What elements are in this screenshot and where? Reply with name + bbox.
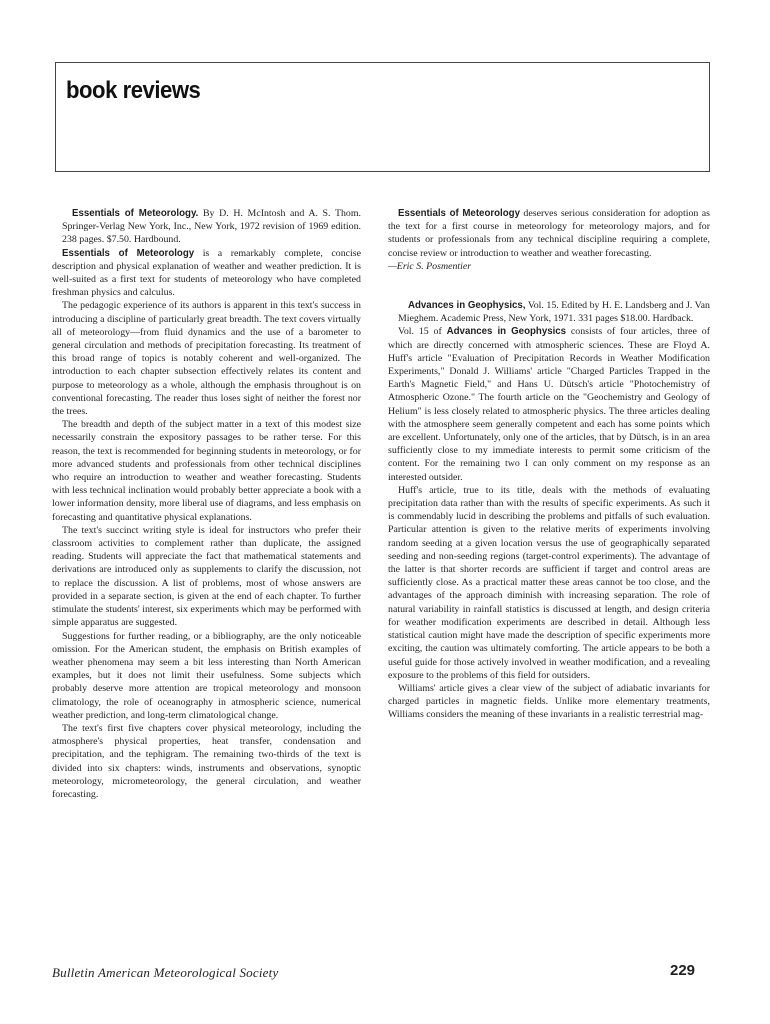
review1-p7-lead: Essentials of Meteorology xyxy=(398,208,520,219)
review1-paragraph: Essentials of Meteorology deserves serious consideration for adoption as the text for a first course in meteorology for meteorology majors, and for students or professionals from any technical discipline requiring a complete, concise review or introduction to weather and weather forecasting. xyxy=(388,208,711,259)
section-title: book reviews xyxy=(66,77,201,104)
review1-paragraph: The text's succinct writing style is ideal for instructors who prefer their classroom activities to complement rather than duplicate, the assigned reading. Students will appreciate the fact that mathematical statements and derivations are introduced only as supplements to clarify the discussion, not to replace the discussion. A list of problems, most of whose answers are provided in a separate section, is given at the end of each chapter. To further stimulate the students' interest, six experiments which may be performed with simple apparatus are suggested. xyxy=(52,524,361,629)
review1-paragraph: Essentials of Meteorology is a remarkably complete, concise description and physical explanation of weather and weather prediction. It is well-suited as a first text for students of meteorology who have completed freshman physics and calculus. xyxy=(52,247,361,299)
review1-paragraph: The text's first five chapters cover physical meteorology, including the atmosphere's physical properties, heat transfer, condensation and precipitation, and the tephigram. The remaining two-thirds of the text is divided into six chapters: winds, instruments and observations, synoptic meteorology, micrometeorology, the general circulation, and weather forecasting. xyxy=(52,722,361,800)
review1-p1-lead: Essentials of Meteorology xyxy=(62,247,195,259)
review1-paragraph: The breadth and depth of the subject matter in a text of this modest size necessarily constrain the expository passages to be rather terse. For this reason, the text is recommended for beginning students in meteorology, or for more advanced students and professionals from other technical disciplines who require an introduction to weather and weather forecasting. Students with less technical inclination would probably better appreciate a book with a lower information density, more liberal use of diagrams, and less emphasis on forecasting and quantitative physical explanations. xyxy=(52,419,361,523)
review2-paragraph: Huff's article, true to its title, deals with the methods of evaluating precipitation data rather than with the results of specific experiments. As such it is commendably lucid in describing the problems and pitfalls of such evaluation. Particular attention is given to the relative merits of experiments involving random seeding at a given location versus the use of geographically separated seeding and non-seeding regions (target-control experiments). The advantage of the latter is that shorter records are sufficient if target and control areas are sufficiently close. As a practical matter these areas cannot be too close, and the advantages of the approach diminish with increasing separation. The role of natural variability in rainfall statistics is discussed at length, and design criteria for weather modification experiments are described in detail. Although less statistical caution might have made the description of specific experiments more exciting, the caution was ultimately comforting. The article appears to be both a useful guide for those actively involved in weather modification, and a revealing exposure to the problems of this field for outsiders. xyxy=(388,484,710,681)
review2-book-title: Advances in Geophysics, xyxy=(408,300,526,312)
review1-signature: —Eric S. Posmentier xyxy=(388,260,472,272)
review2-paragraph: Vol. 15 of Advances in Geophysics consists of four articles, three of which are directly concerned with atmospheric sciences. These are Floyd A. Huff's article "Evaluation of Precipitation Records in Weather Modification Experiments," Donald J. Williams' article "Charged Particles Trapped in the Earth's Magnetic Field," and Hans U. Dütsch's article "Photochemistry of Atmospheric Ozone." The fourth article on the "Geochemistry and Geology of Helium" is less closely related to atmospheric physics. The three articles dealing with the atmosphere seem generally competent and each has some points which are excellent. Unfortunately, only one of the articles, that by Dütsch, is in an area sufficiently close to my immediate interests to permit some criticism of the content. For the remaining two I can only comment on my response as an interested outsider. xyxy=(388,326,710,483)
review1-citation: Essentials of Meteorology. By D. H. McIntosh and A. S. Thom. Springer-Verlag New York, Inc., New York, 1972 revision of 1969 edition. 238 pages. $7.50. Hardbound. xyxy=(62,208,362,246)
review2-p1-lead: Advances in Geophysics xyxy=(446,326,567,338)
section-header-box xyxy=(55,62,710,172)
review1-paragraph: Suggestions for further reading, or a bibliography, are the only noticeable omission. For the American student, the emphasis on British examples of weather phenomena may seem a bit less interesting than North American examples, but it does not limit their usefulness. Some subjects which probably deserve more attention are tropical meteorology and monsoon climatology, the role of oceanography in atmospheric science, numerical weather prediction, and long-term climatological change. xyxy=(52,630,361,721)
review1-book-title: Essentials of Meteorology. xyxy=(72,208,199,219)
left-column xyxy=(52,207,361,801)
journal-name: Bulletin American Meteorological Society xyxy=(52,965,279,980)
review1-paragraph: The pedagogic experience of its authors is apparent in this text's success in introducing a discipline of particularly great breadth. The text covers virtually all of meteorology—from fluid dynamics and the use of a barometer to general circulation and methods of precipitation forecasting. Its treatment of this broad range of topics is notably coherent and well-organized. The introduction to each chapter subsection effectively relates its content and purpose to meteorology as a whole, although the emphasis throughout is on conventional forecasting. The reader thus loses sight of neither the forest nor the trees. xyxy=(52,300,361,418)
right-column xyxy=(388,207,710,722)
page-number: 229 xyxy=(670,962,696,979)
review2-citation: Advances in Geophysics, Vol. 15. Edited by H. E. Landsberg and J. Van Mieghem. Academic Press, New York, 1971. 331 pages $18.00. Hardback. xyxy=(398,300,710,325)
review2-paragraph: Williams' article gives a clear view of the subject of adiabatic invariants for charged particles in magnetic fields. Unlike more elementary treatments, Williams considers the meaning of these invariants in a realistic terrestrial mag- xyxy=(388,682,710,721)
